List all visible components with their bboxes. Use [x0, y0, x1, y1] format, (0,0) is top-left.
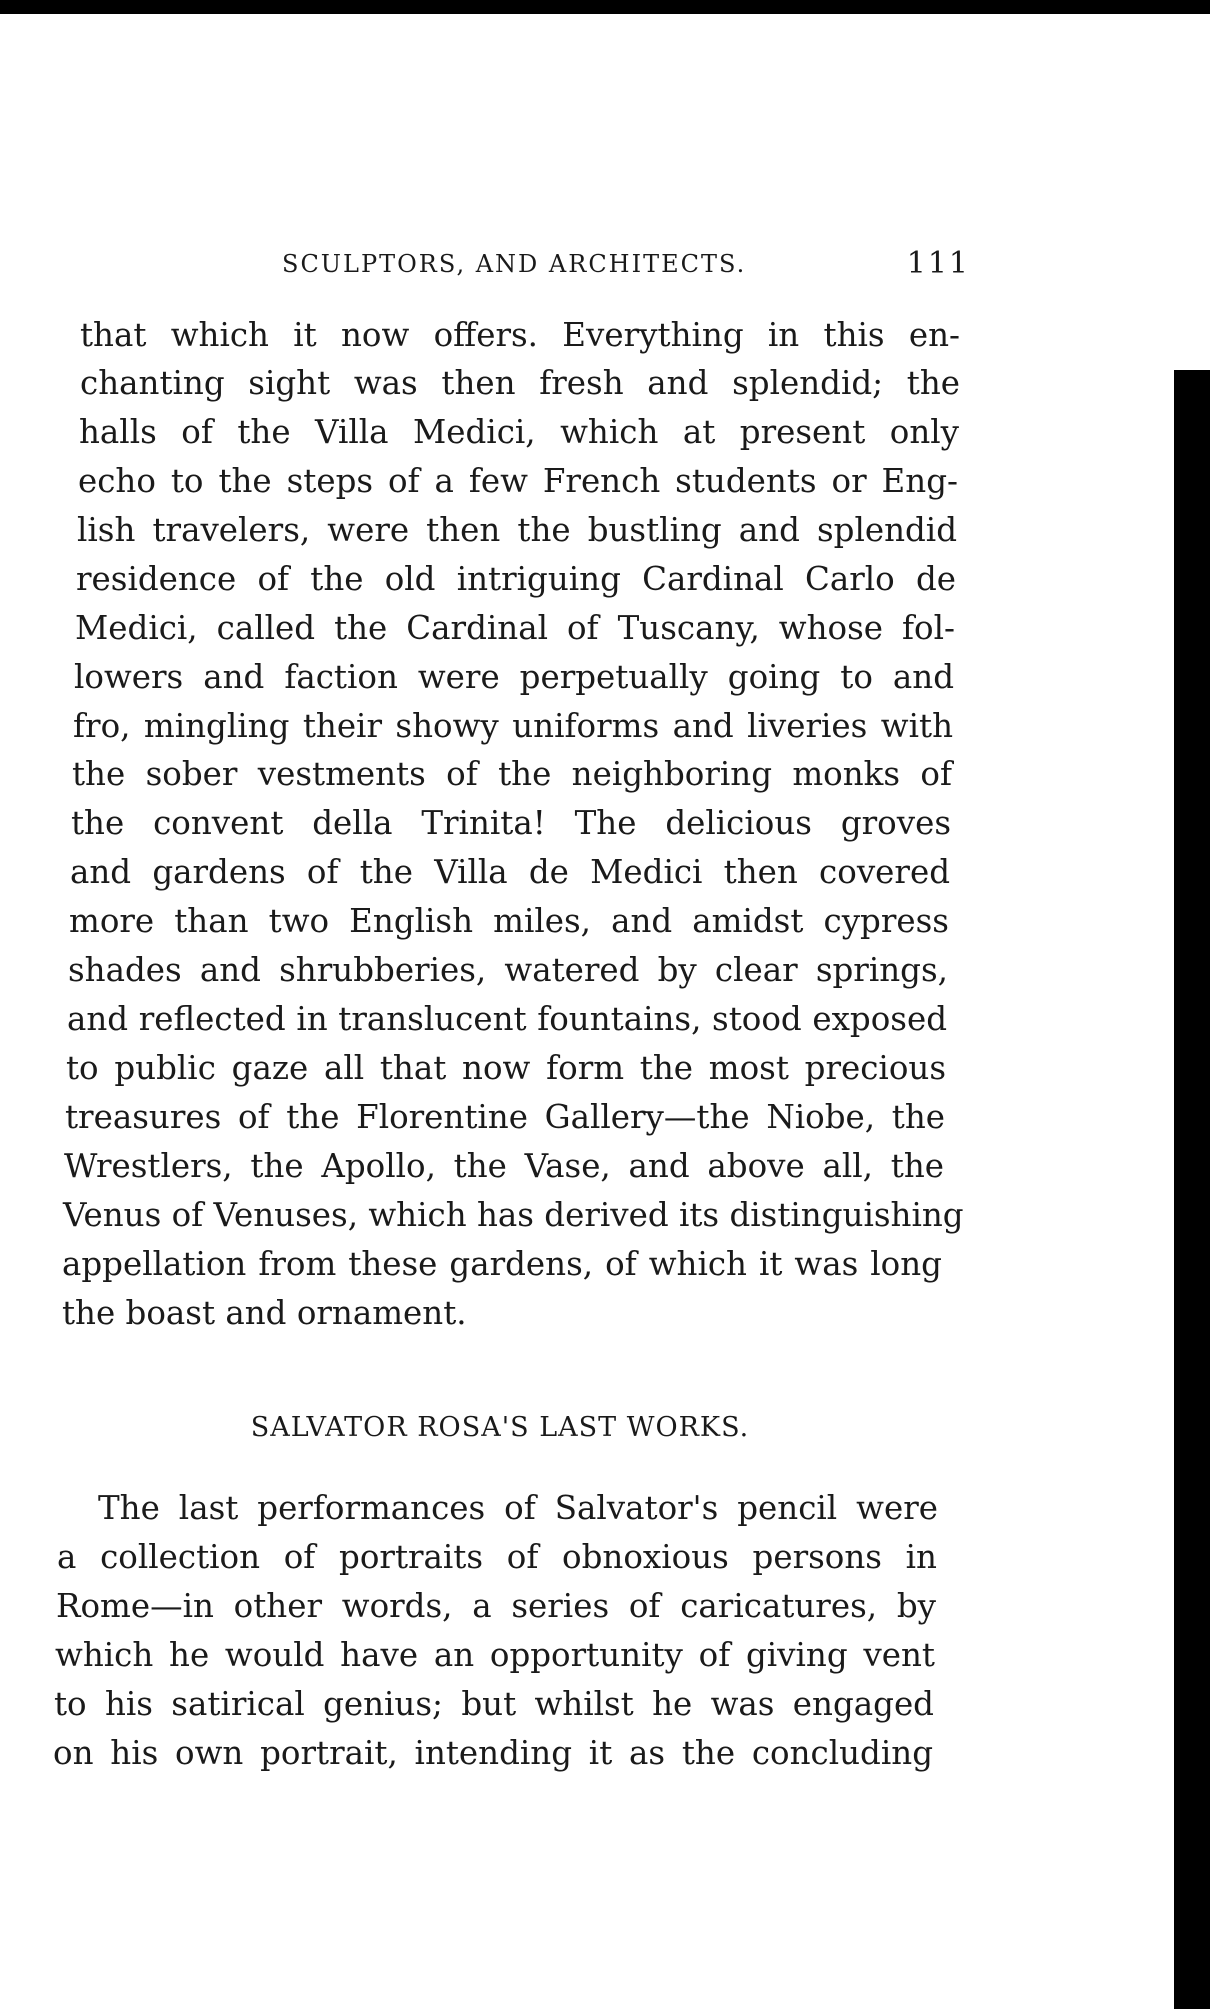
running-head-title: SCULPTORS, AND ARCHITECTS. — [282, 250, 747, 278]
text-line: lish travelers, were then the bustling and splendid — [77, 511, 957, 549]
text-line: which he would have an opportunity of giving vent — [55, 1636, 935, 1674]
text-line: treasures of the Florentine Gallery—the Niobe, the — [65, 1098, 945, 1136]
page-number: 111 — [906, 246, 970, 281]
text-line: fro, mingling their showy uniforms and liveries with — [73, 707, 953, 745]
text-line: appellation from these gardens, of which it was long — [62, 1245, 942, 1283]
text-line: chanting sight was then fresh and splendid; the — [80, 364, 960, 402]
scan-right-edge — [1174, 370, 1210, 2009]
text-line: lowers and faction were perpetually going to and — [74, 658, 954, 696]
text-line: Medici, called the Cardinal of Tuscany, whose fol- — [75, 609, 955, 647]
text-line: on his own portrait, intending it as the concluding — [53, 1734, 933, 1772]
text-line: the boast and ornament. — [62, 1294, 467, 1332]
text-line: echo to the steps of a few French students or Eng- — [78, 462, 958, 500]
text-line: more than two English miles, and amidst cypress — [69, 902, 949, 940]
running-head — [240, 246, 980, 286]
text-line: to public gaze all that now form the most precious — [66, 1049, 946, 1087]
text-line: and gardens of the Villa de Medici then covered — [70, 853, 950, 891]
text-line: that which it now offers. Everything in this en- — [80, 316, 960, 354]
text-line: The last performances of Salvator's pencil were — [98, 1489, 938, 1527]
scan-top-edge — [0, 0, 1210, 14]
section-heading: SALVATOR ROSA'S LAST WORKS. — [250, 1412, 750, 1443]
text-line: Rome—in other words, a series of caricatures, by — [56, 1587, 936, 1625]
text-line: a collection of portraits of obnoxious persons in — [57, 1538, 937, 1576]
text-line: halls of the Villa Medici, which at present only — [79, 413, 959, 451]
text-line: the sober vestments of the neighboring monks of — [72, 755, 952, 793]
text-line: residence of the old intriguing Cardinal Carlo de — [76, 560, 956, 598]
text-line: Wrestlers, the Apollo, the Vase, and above all, the — [64, 1147, 944, 1185]
text-line: Venus of Venuses, which has derived its distinguishing — [63, 1196, 964, 1234]
text-line: shades and shrubberies, watered by clear springs, — [68, 951, 948, 989]
text-line: and reflected in translucent fountains, stood exposed — [67, 1000, 947, 1038]
text-line: the convent della Trinita! The delicious groves — [71, 804, 951, 842]
text-line: to his satirical genius; but whilst he was engaged — [54, 1685, 934, 1723]
